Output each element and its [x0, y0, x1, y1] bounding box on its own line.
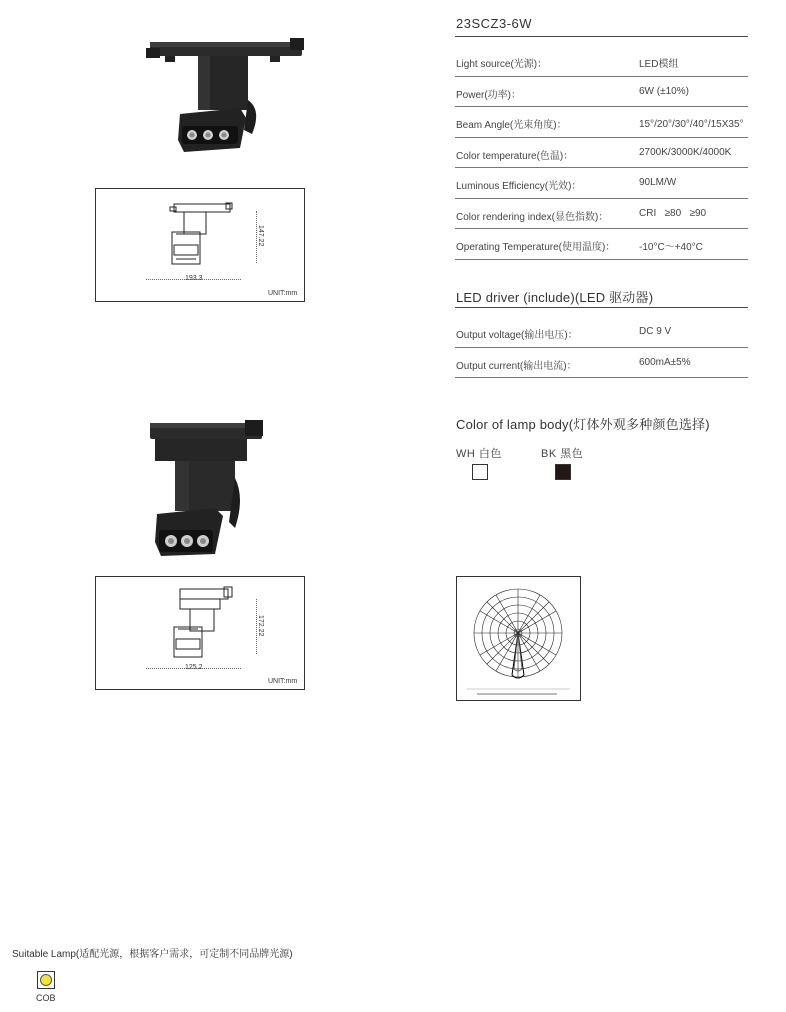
spec-label: Operating Temperature(使用温度)： — [456, 242, 616, 253]
spec-label: Light source(光源)： — [456, 59, 548, 70]
spec-value: 6W (±10%) — [639, 85, 689, 97]
product-image-1 — [140, 30, 310, 155]
product-image-2 — [145, 418, 270, 558]
width-value-1: 193.3 — [185, 275, 203, 282]
driver-table — [455, 317, 748, 378]
spec-row-power — [455, 77, 748, 108]
cob-lamp-label: COB — [36, 993, 56, 1003]
driver-row-voltage — [455, 317, 748, 348]
spec-value: CRI ≥80 ≥90 — [639, 207, 707, 219]
polar-curve-graphic — [457, 577, 580, 700]
spec-label: Power(功率)： — [456, 89, 522, 101]
dimension-drawing-2 — [95, 576, 305, 690]
spec-value: 90LM/W — [639, 177, 677, 188]
spec-row-color-temperature — [455, 138, 748, 169]
color-option-label-bk: BK 黑色 — [541, 448, 584, 460]
driver-row-current — [455, 348, 748, 379]
height-value-2: 172.22 — [257, 615, 264, 637]
color-swatch-white[interactable] — [472, 464, 488, 480]
dimension-drawing-1 — [95, 188, 305, 302]
suitable-lamp-title: Suitable Lamp(适配光源，根据客户需求，可定制不同品牌光源) — [12, 949, 293, 960]
unit-label-1: UNIT:mm — [268, 290, 298, 297]
driver-rule — [455, 307, 748, 308]
spec-row-luminous-efficiency — [455, 168, 748, 199]
spec-row-beam-angle — [455, 107, 748, 138]
driver-label: Output current(输出电流)： — [456, 360, 577, 372]
spec-row-light-source — [455, 46, 748, 77]
dimension-sketch-2 — [166, 585, 236, 659]
model-number: 23SCZ3-6W — [456, 16, 533, 31]
width-value-2: 125.2 — [185, 664, 203, 671]
spec-label: Color rendering index(显色指数)： — [456, 211, 609, 223]
spec-table — [455, 46, 748, 260]
cob-lamp-dot — [40, 974, 52, 986]
spec-value: 2700K/3000K/4000K — [639, 146, 732, 158]
color-option-label-wh: WH 白色 — [456, 448, 502, 460]
spec-label: Color temperature(色温)： — [456, 150, 574, 162]
unit-label-2: UNIT:mm — [268, 678, 298, 685]
driver-value: 600mA±5% — [639, 356, 691, 368]
spec-value: 15°/20°/30°/40°/15X35° — [639, 119, 744, 130]
color-swatch-black[interactable] — [555, 464, 571, 480]
spec-label: Luminous Efficiency(光效)： — [456, 181, 582, 192]
spec-row-operating-temperature — [455, 229, 748, 260]
driver-label: Output voltage(输出电压)： — [456, 330, 578, 341]
body-color-title: Color of lamp body(灯体外观多种颜色选择) — [456, 417, 710, 432]
spec-label: Beam Angle(光束角度)： — [456, 120, 567, 131]
driver-title: LED driver (include)(LED 驱动器) — [456, 290, 654, 305]
cob-lamp-icon — [37, 971, 55, 989]
model-rule — [455, 36, 748, 37]
dimension-sketch-1 — [166, 199, 236, 269]
spec-value: -10°C～+40°C — [639, 242, 703, 253]
light-distribution-diagram — [456, 576, 581, 701]
spec-value: LED模组 — [639, 59, 679, 70]
driver-value: DC 9 V — [639, 326, 672, 337]
height-value-1: 147.22 — [257, 225, 264, 247]
spec-row-cri — [455, 199, 748, 230]
